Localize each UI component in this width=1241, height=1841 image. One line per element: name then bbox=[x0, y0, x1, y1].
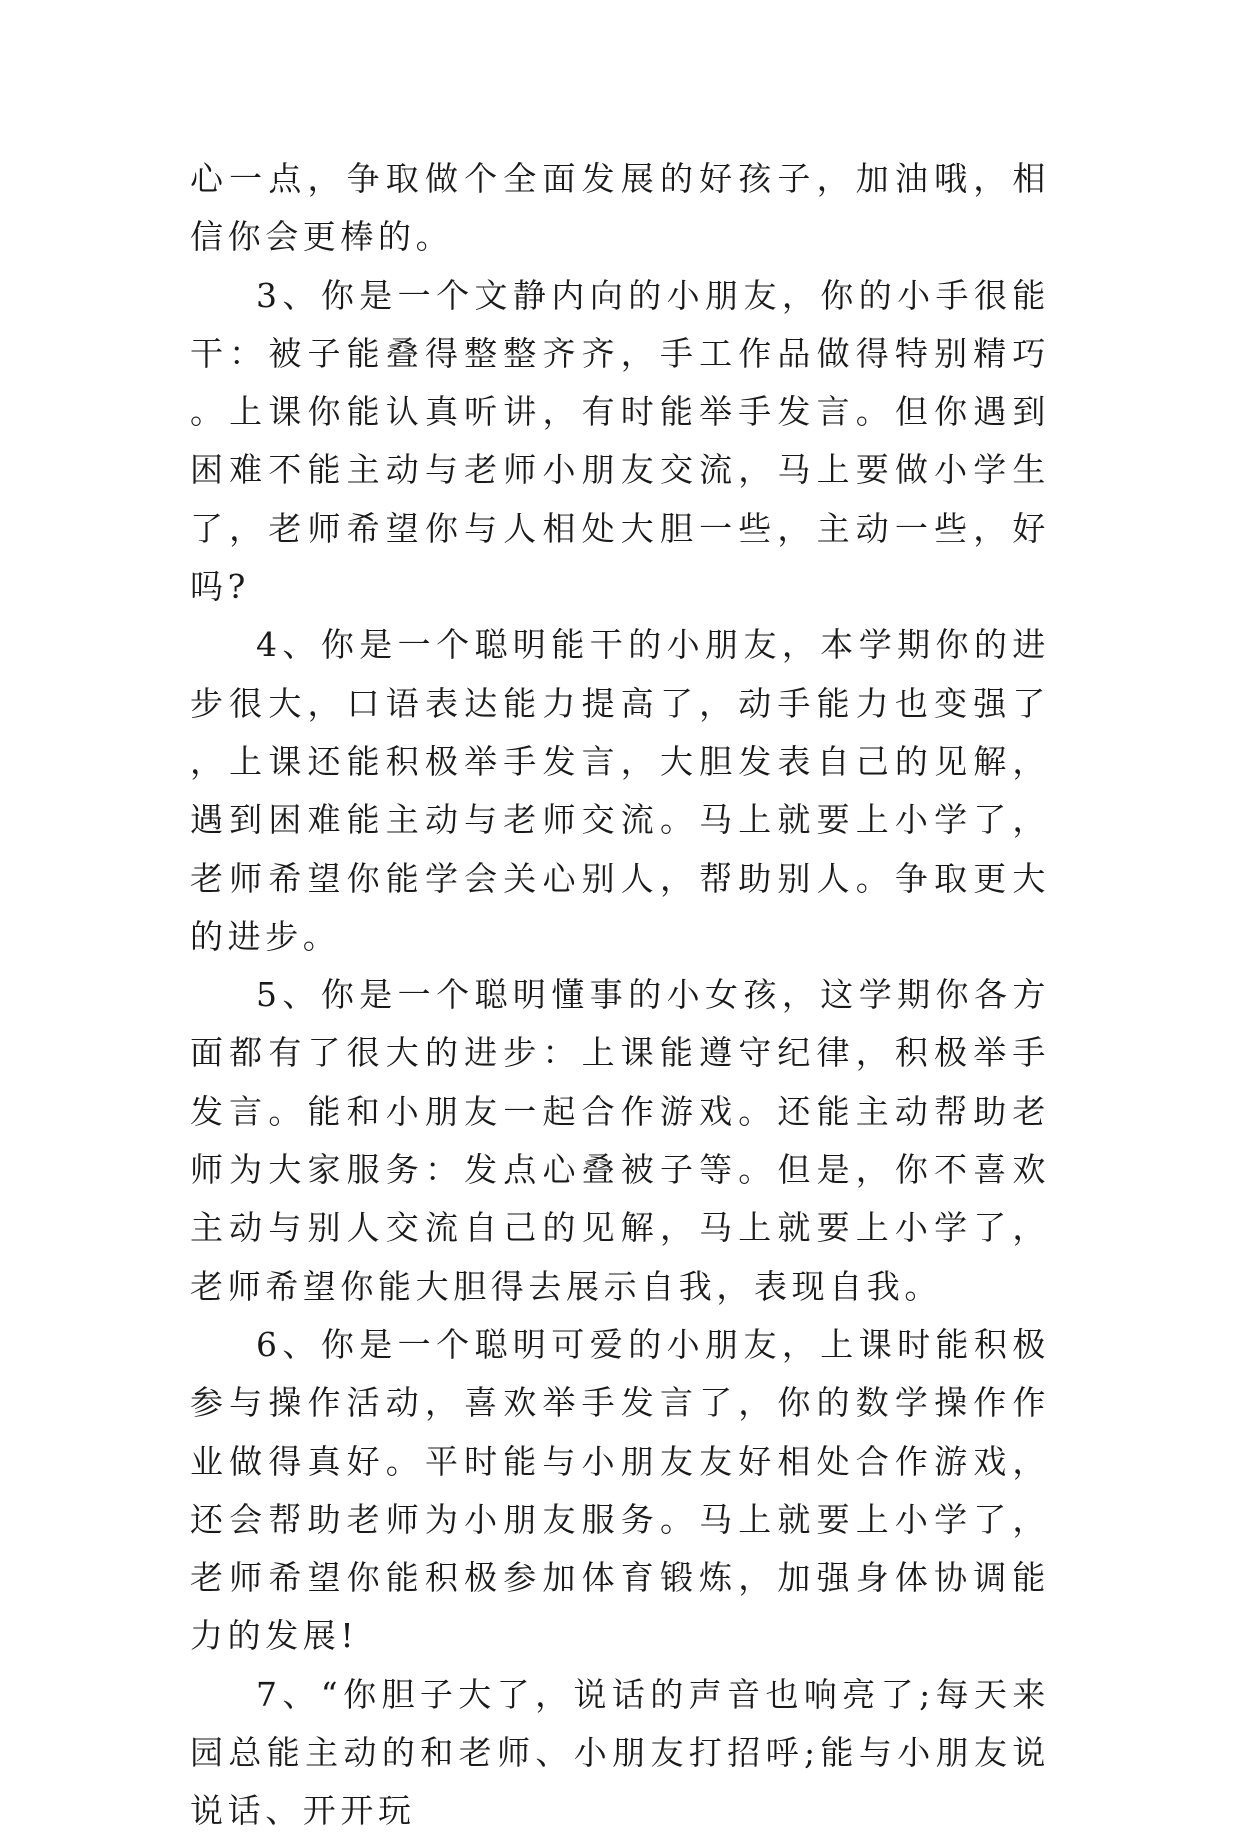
paragraph-item-6: 6、你是一个聪明可爱的小朋友，上课时能积极参与操作活动，喜欢举手发言了，你的数学操作作业做得真好。平时能与小朋友友好相处合作游戏，还会帮助老师为小朋友服务。马上就要上小学了，老师希望你能积极参加体育锻炼，加强身体协调能力的发展! bbox=[190, 1324, 1050, 1656]
paragraph-item-5: 5、你是一个聪明懂事的小女孩，这学期你各方面都有了很大的进步：上课能遵守纪律，积极举手发言。能和小朋友一起合作游戏。还能主动帮助老师为大家服务：发点心叠被子等。但是，你不喜欢主动与别人交流自己的见解，马上就要上小学了，老师希望你能大胆得去展示自我，表现自我。 bbox=[190, 975, 1050, 1306]
document-page bbox=[190, 150, 1050, 1841]
paragraph-continuation: 心一点，争取做个全面发展的好孩子，加油哦，相信你会更棒的。 bbox=[190, 159, 1050, 257]
paragraph-item-4: 4、你是一个聪明能干的小朋友，本学期你的进步很大，口语表达能力提高了，动手能力也变强了，上课还能积极举手发言，大胆发表自己的见解，遇到困难能主动与老师交流。马上就要上小学了，老师希望你能学会关心别人，帮助别人。争取更大的进步。 bbox=[190, 625, 1050, 956]
paragraph-item-7: 7、“你胆子大了，说话的声音也响亮了;每天来园总能主动的和老师、小朋友打招呼;能与小朋友说说话、开开玩 bbox=[190, 1674, 1050, 1831]
paragraph-item-3: 3、你是一个文静内向的小朋友，你的小手很能干：被子能叠得整整齐齐，手工作品做得特别精巧。上课你能认真听讲，有时能举手发言。但你遇到困难不能主动与老师小朋友交流，马上要做小学生了，老师希望你与人相处大胆一些，主动一些，好吗? bbox=[190, 275, 1050, 607]
